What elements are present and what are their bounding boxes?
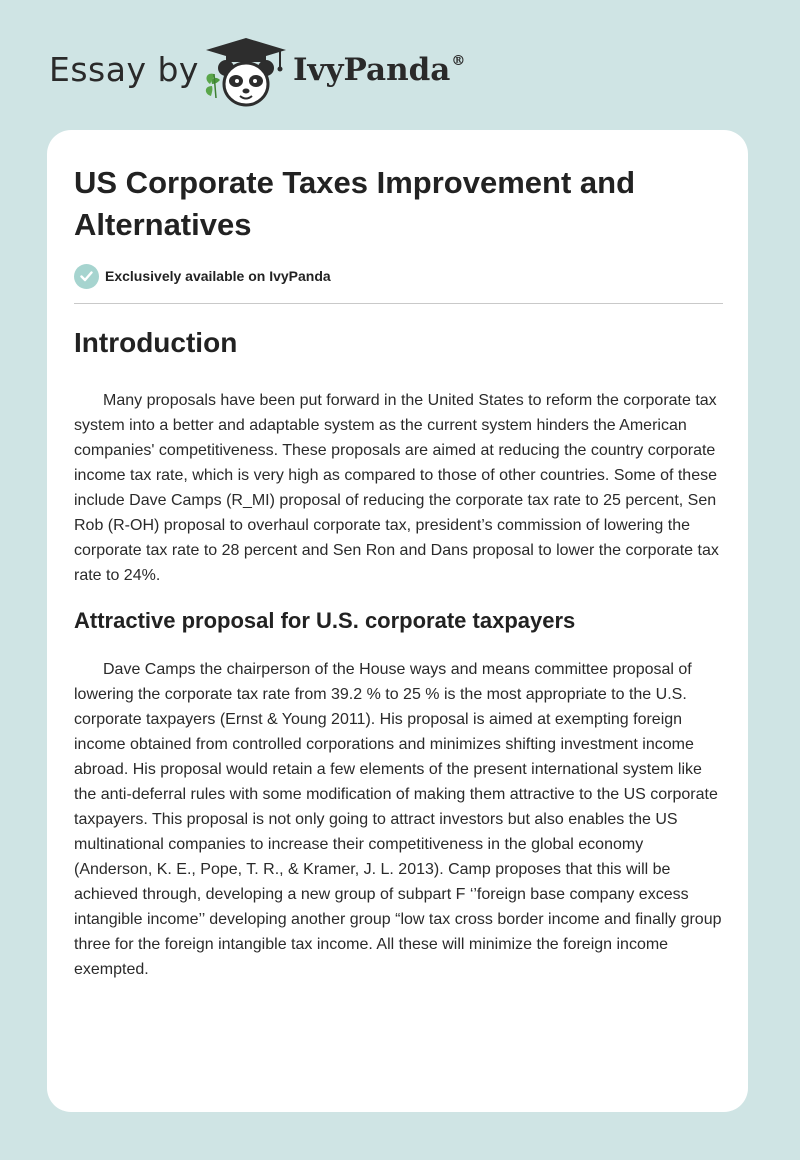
section-heading-attractive-proposal: Attractive proposal for U.S. corporate taxpayers — [74, 608, 576, 633]
section-paragraph-introduction: Many proposals have been put forward in the United States to reform the corporate tax system into a better and adaptable system as the current system hinders the American companies' competitiveness. These proposals are aimed at reducing the country corporate income tax rate, which is very high as compared to those of other countries. Some of these include Dave Camps (R_MI) proposal of reducing the corporate tax rate to 25 percent, Sen Rob (R-OH) proposal to overhaul corporate tax, president’s commission of lowering the corporate tax rate to 28 percent and Sen Ron and Dans proposal to lower the corporate tax rate to 24%. — [74, 392, 719, 584]
site-header — [0, 0, 800, 120]
panda-graduate-logo-icon[interactable] — [200, 36, 292, 110]
section-heading-introduction: Introduction — [74, 327, 238, 358]
brand-text[interactable]: IvyPanda — [293, 52, 451, 88]
exclusive-badge — [74, 263, 331, 289]
exclusive-badge-label: Exclusively available on IvyPanda — [105, 268, 331, 284]
registered-mark: ® — [451, 52, 466, 69]
section-paragraph-attractive-proposal: Dave Camps the chairperson of the House ways and means committee proposal of lowering the corporate tax rate from 39.2 % to 25 % is the most appropriate to the U.S. corporate taxpayers (Ernst & Young 2011). His proposal is aimed at exempting foreign income obtained from controlled corporations and minimizes shifting investment income abroad. His proposal would retain a few elements of the present international system like the anti-deferral rules with some modification of making them attractive to the US corporate taxpayers. This proposal is not only going to attract investors but also enables the US multinational companies to increase their competitiveness in the global economy (Anderson, K. E., Pope, T. R., & Kramer, J. L. 2013). Camp proposes that this will be achieved through, developing a new group of subpart F ‘’foreign base company excess intangible income’’ developing another group “low tax cross border income and finally group three for the foreign intangible tax income. All these will minimize the foreign income exempted. — [74, 661, 722, 978]
essay-title: US Corporate Taxes Improvement and Alternatives — [74, 165, 636, 242]
essay-card — [47, 130, 748, 1112]
brand-name[interactable] — [293, 52, 465, 88]
essay-by-label: Essay by — [49, 50, 199, 89]
essay-body — [74, 320, 724, 982]
check-circle-icon — [74, 264, 99, 289]
title-divider — [74, 303, 723, 304]
